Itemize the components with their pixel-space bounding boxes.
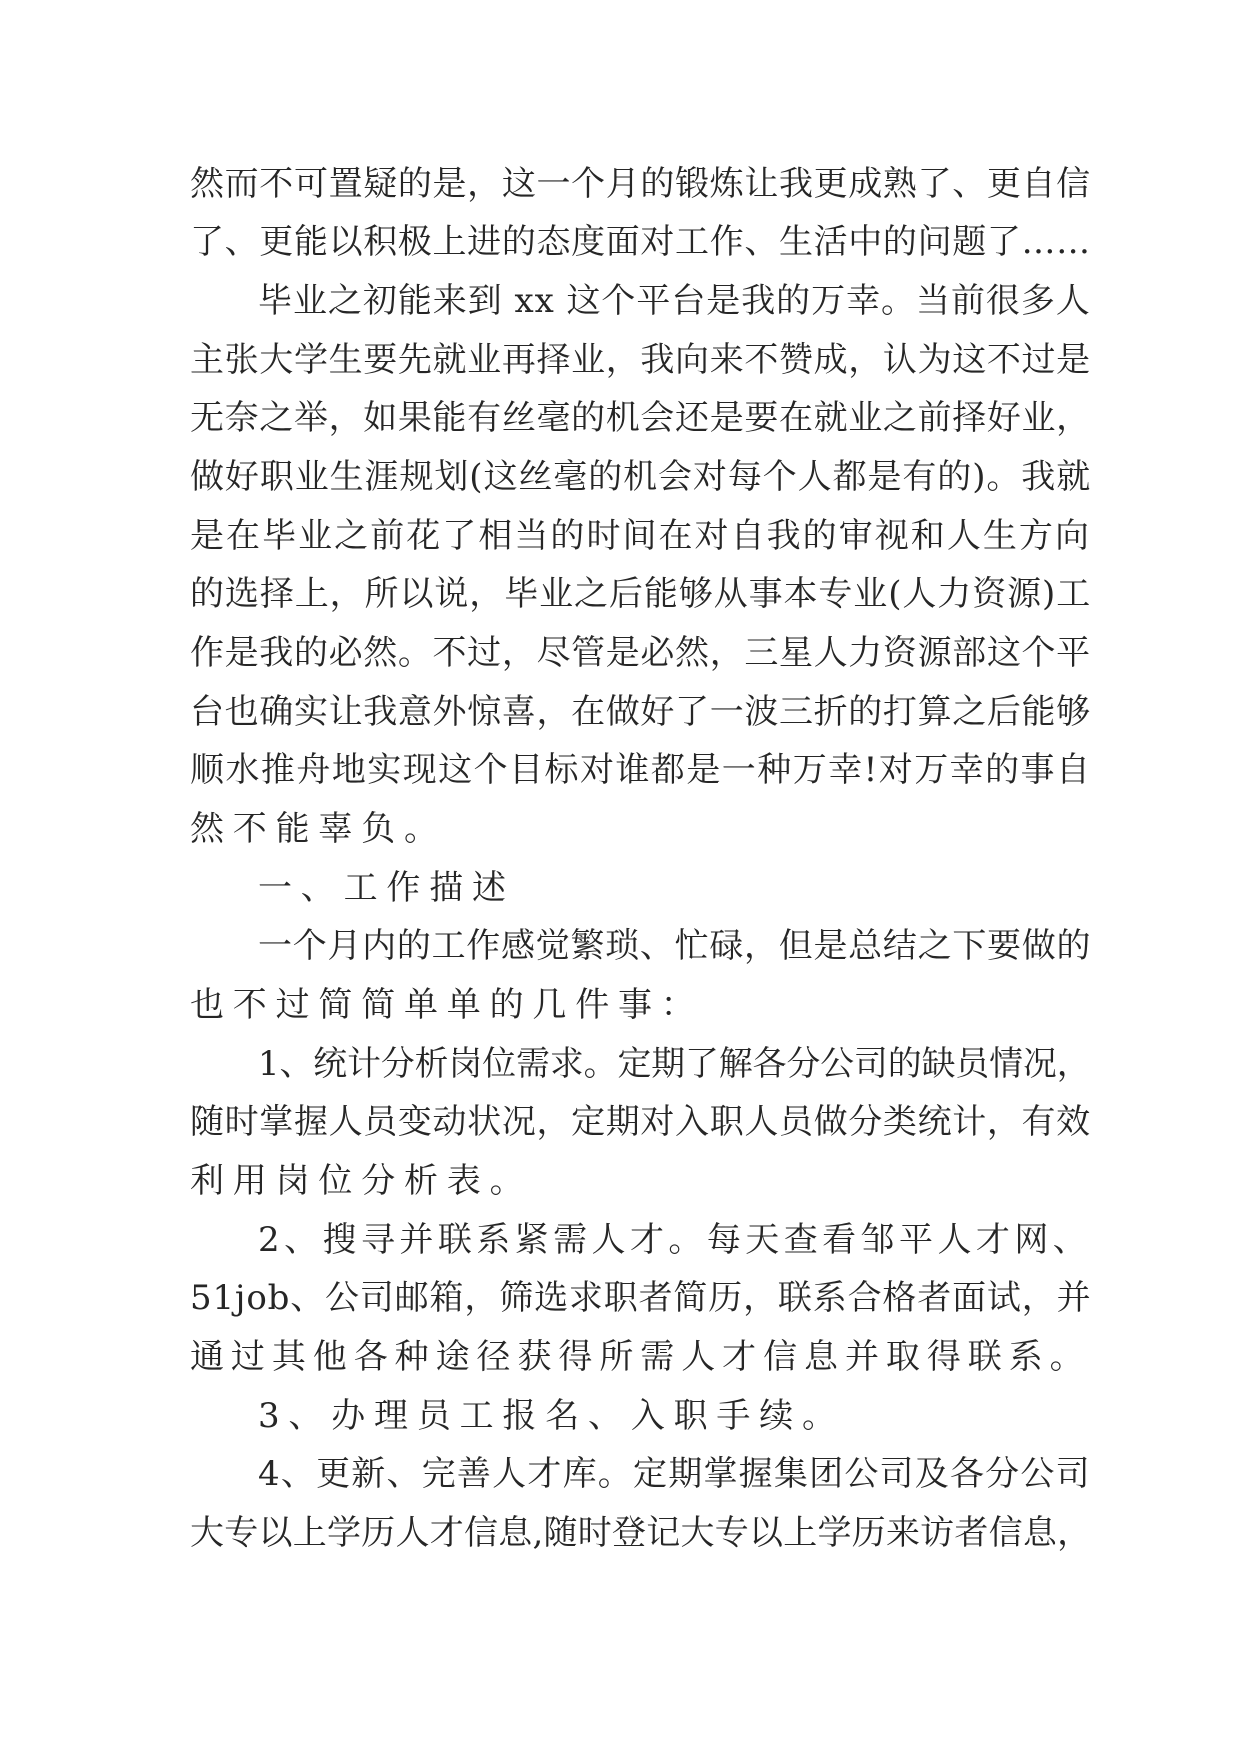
text-line: 主张大学生要先就业再择业，我向来不赞成，认为这不过是 (190, 340, 1091, 380)
text-line: 随时掌握人员变动状况，定期对入职人员做分类统计，有效 (190, 1102, 1091, 1142)
text-line: 然而不可置疑的是，这一个月的锻炼让我更成熟了、更自信 (190, 164, 1091, 204)
text-line: 51job、公司邮箱，筛选求职者简历，联系合格者面试，并 (190, 1278, 1092, 1318)
text-line: 台也确实让我意外惊喜，在做好了一波三折的打算之后能够 (190, 692, 1091, 732)
section-heading: 一、工作描述 (258, 868, 515, 908)
list-item: 2、搜寻并联系紧需人才。每天查看邹平人才网、 (258, 1220, 1092, 1260)
text-line: 也不过简简单单的几件事： (190, 985, 704, 1025)
text-line: 了、更能以积极上进的态度面对工作、生活中的问题了…… (190, 222, 1091, 262)
text-line: 作是我的必然。不过，尽管是必然，三星人力资源部这个平 (190, 633, 1091, 673)
text-line: 做好职业生涯规划(这丝毫的机会对每个人都是有的)。我就 (190, 457, 1092, 497)
text-line: 然不能辜负。 (190, 809, 447, 849)
text-line: 大专以上学历人才信息,随时登记大专以上学历来访者信息， (190, 1513, 1092, 1553)
text-line: 无奈之举，如果能有丝毫的机会还是要在就业之前择好业， (190, 398, 1091, 438)
text-line: 顺水推舟地实现这个目标对谁都是一种万幸!对万幸的事自 (190, 750, 1092, 790)
list-item: 4、更新、完善人才库。定期掌握集团公司及各分公司 (258, 1454, 1091, 1494)
text-line: 通过其他各种途径获得所需人才信息并取得联系。 (190, 1337, 1091, 1377)
text-line: 的选择上，所以说，毕业之后能够从事本专业(人力资源)工 (190, 574, 1092, 614)
text-line: 是在毕业之前花了相当的时间在对自我的审视和人生方向 (190, 516, 1091, 556)
text-line: 利用岗位分析表。 (190, 1161, 533, 1201)
text-line: 毕业之初能来到 xx 这个平台是我的万幸。当前很多人 (258, 281, 1091, 321)
text-line: 一个月内的工作感觉繁琐、忙碌，但是总结之下要做的 (258, 926, 1092, 966)
list-item: 3、办理员工报名、入职手续。 (258, 1396, 845, 1436)
list-item: 1、统计分析岗位需求。定期了解各分公司的缺员情况， (258, 1044, 1091, 1084)
